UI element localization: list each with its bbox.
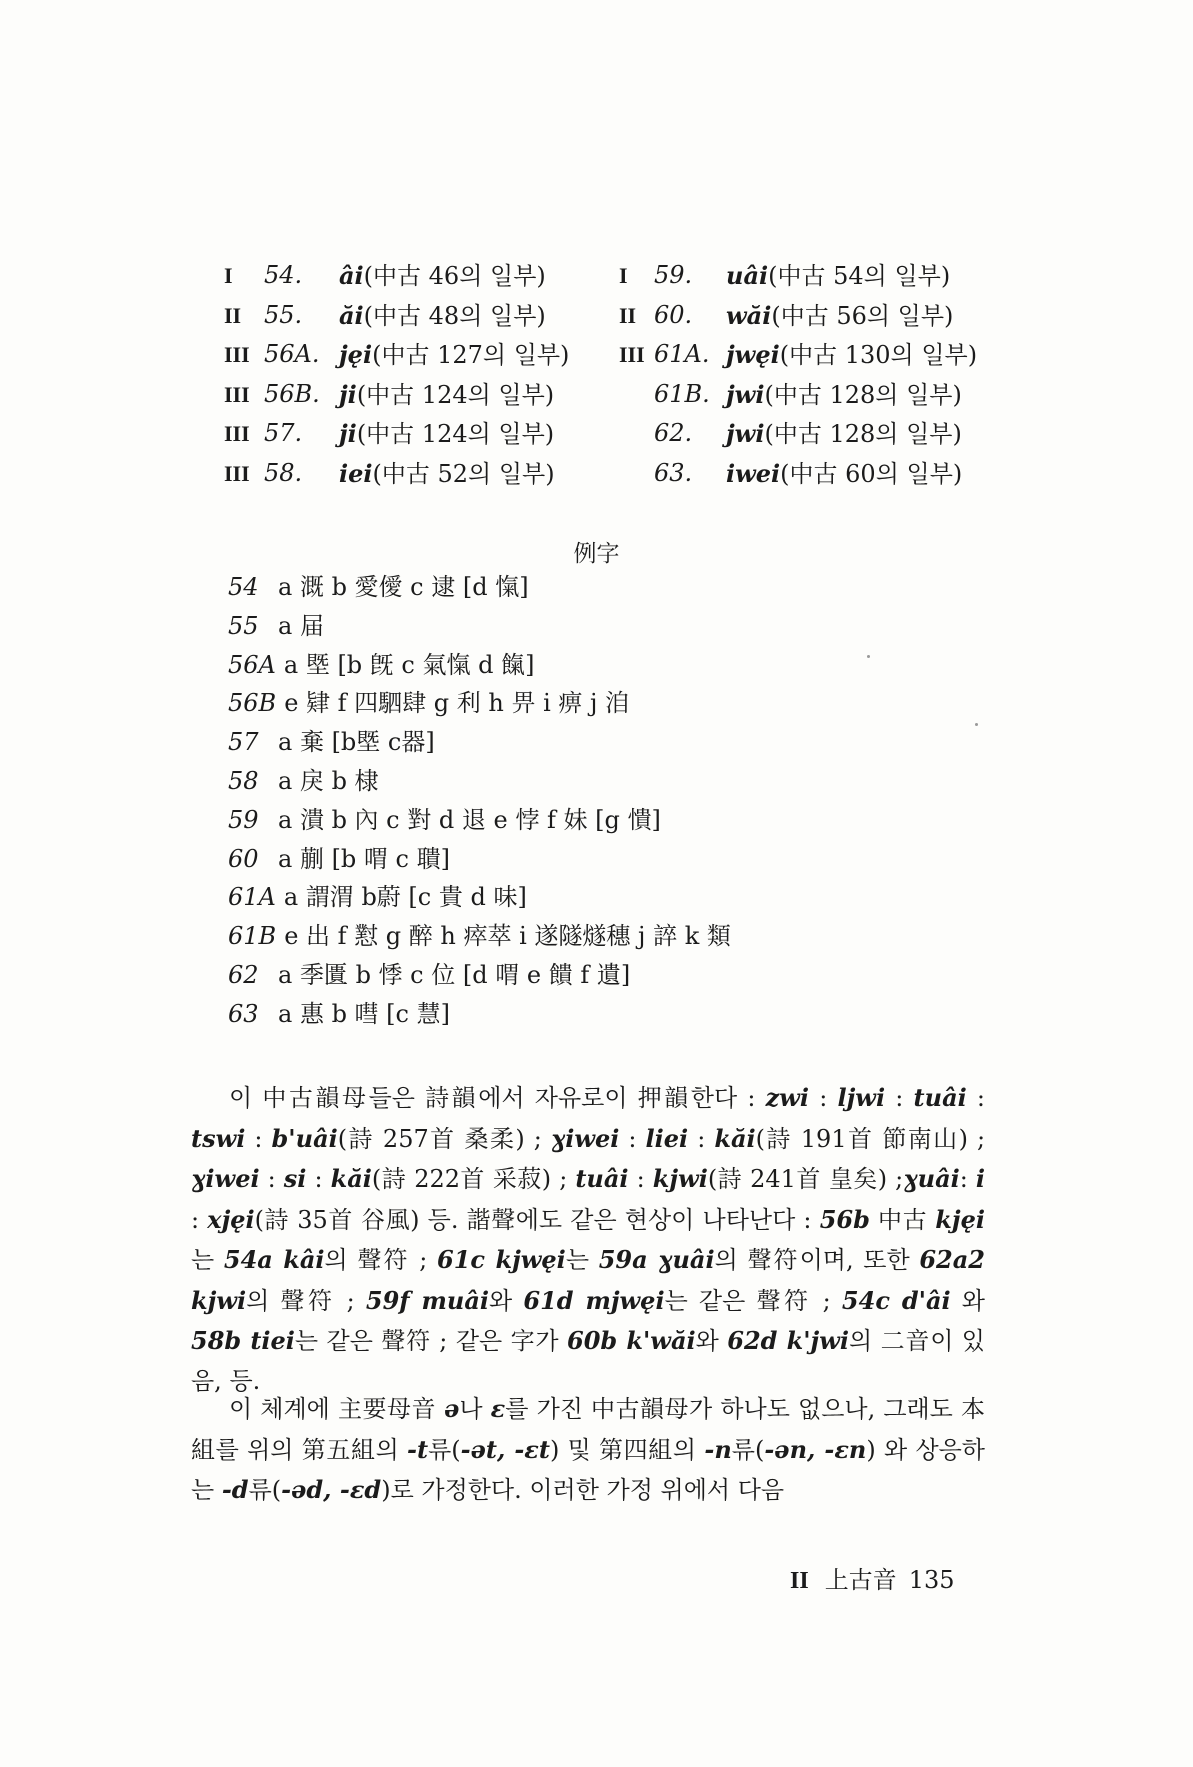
example-chars: a 棄 [b塈 c器] [278, 728, 435, 757]
final-number: 56B. [264, 379, 320, 408]
example-chars: a 謂渭 b蔚 [c 貴 d 味] [283, 883, 527, 912]
final-form: jwi [726, 419, 765, 448]
final-entry [339, 296, 546, 337]
phonetic-form: -ən, -ɛn [764, 1434, 867, 1464]
final-number: 61B. [654, 379, 710, 408]
phonetic-form: kăi [330, 1164, 372, 1193]
text-run: 는 [191, 1246, 224, 1274]
example-chars: a 蒯 [b 喟 c 聵] [278, 844, 450, 873]
final-number: 54. [264, 261, 303, 289]
example-number: 54 [228, 573, 259, 601]
text-run: 이 체계에 主要母音 [229, 1395, 445, 1423]
examples-list [228, 568, 1028, 1034]
phonetic-form: liei [645, 1123, 689, 1153]
final-form: jwi [726, 379, 765, 409]
example-row [228, 723, 1028, 762]
final-number: 62. [654, 419, 693, 447]
final-form: iwei [726, 458, 781, 488]
text-run: 와 [489, 1286, 524, 1315]
phonetic-form: kjęi [935, 1204, 985, 1234]
text-run: 의 聲符이며, 또한 [714, 1246, 920, 1274]
example-row [228, 607, 1028, 646]
final-entry [726, 256, 950, 297]
rank-roman: I [224, 263, 233, 288]
phonetic-form: b'uâi [271, 1123, 338, 1153]
final-form: iei [339, 458, 373, 488]
text-run: : [885, 1084, 914, 1112]
final-form: wăi [726, 300, 772, 330]
text-run: : [245, 1124, 272, 1153]
text-run: 는 [565, 1246, 599, 1274]
text-run: : [619, 1124, 646, 1153]
final-form: ji [339, 379, 357, 409]
page-footer [790, 1560, 955, 1595]
example-number: 63 [228, 999, 259, 1028]
example-row [228, 684, 1028, 723]
phonetic-form: kăi [714, 1123, 756, 1153]
phonetic-form: 54c d'âi [841, 1285, 951, 1315]
example-chars: a 届 [278, 611, 324, 640]
final-note: (中古 127의 일부) [372, 341, 570, 369]
text-run: 中古 [869, 1205, 936, 1234]
rank-roman: III [224, 460, 250, 486]
example-chars: a 溉 b 愛僾 c 逮 [d 愾] [278, 573, 529, 601]
phonetic-form: -t [407, 1434, 429, 1464]
phonetic-form: zwi [765, 1083, 810, 1112]
final-entry [726, 375, 962, 416]
phonetic-form: i [975, 1164, 986, 1193]
example-chars: a 惠 b 嘒 [c 慧] [278, 999, 450, 1028]
scan-speck [975, 723, 978, 726]
example-number: 58 [228, 766, 259, 795]
text-run: 의 二音이 있음, 등. [191, 1327, 985, 1395]
phonetic-form: 60b k'wăi [567, 1326, 696, 1355]
text-run: 류( [731, 1435, 765, 1464]
text-run: : [191, 1205, 208, 1234]
final-entry [726, 335, 977, 376]
text-run: 는 같은 聲符 ; [664, 1286, 842, 1315]
phonetic-form: -ət, -ɛt [460, 1434, 550, 1464]
text-run: )로 가정한다. 이러한 가정 위에서 다음 [381, 1476, 785, 1504]
phonetic-form: 59a ɣuâi [598, 1245, 715, 1274]
text-run: : [628, 1165, 653, 1193]
text-run: (詩 191首 節南山) ; [755, 1124, 986, 1153]
rank-roman: III [224, 381, 250, 407]
finals-table [224, 256, 1024, 493]
final-form: jwęi [726, 340, 780, 369]
final-entry [726, 414, 962, 455]
final-number: 63. [654, 458, 693, 487]
example-number: 60 [228, 844, 259, 873]
final-entry [726, 454, 962, 495]
text-run: 와 [950, 1286, 985, 1315]
final-row [224, 375, 1024, 415]
final-row [224, 454, 1024, 494]
phonetic-form: 61d mjwęi [523, 1285, 665, 1315]
final-note: (中古 52의 일부) [372, 459, 555, 488]
phonetic-form: -n [704, 1434, 732, 1464]
footer-chapter-roman: II [790, 1568, 809, 1594]
paragraph-hypothesis [191, 1389, 985, 1511]
final-row [224, 335, 1024, 375]
example-number: 61A [228, 883, 276, 912]
phonetic-form: ə [444, 1394, 460, 1423]
text-run: ) 와 상응하는 [191, 1435, 985, 1504]
phonetic-form: ljwi [837, 1083, 886, 1112]
phonetic-form: ɣiwei [191, 1164, 260, 1193]
final-row [224, 256, 1024, 296]
final-row [224, 296, 1024, 336]
phonetic-form: -əd, -ɛd [281, 1475, 382, 1504]
text-run: : [259, 1165, 284, 1193]
final-note: (中古 130의 일부) [779, 341, 978, 369]
example-chars: a 季匱 b 悸 c 位 [d 喟 e 饋 f 遺] [278, 960, 631, 989]
text-run: (詩 222首 采菽) ; [371, 1165, 576, 1193]
phonetic-form: 61c kjwęi [437, 1245, 566, 1274]
rank-roman: II [224, 302, 242, 328]
final-entry [339, 375, 554, 416]
text-run: 를 가진 中古韻母가 하나도 없으나, 그래도 本組를 위의 第五組의 [191, 1395, 985, 1464]
example-chars: a 塈 [b 旣 c 氣愾 d 餼] [283, 650, 535, 679]
example-chars: a 潰 b 內 c 對 d 退 e 悖 f 妹 [g 憒] [278, 805, 661, 834]
final-form: jęi [339, 340, 373, 369]
text-run: 류( [428, 1435, 461, 1464]
example-chars: a 戾 b 棣 [278, 766, 379, 795]
rank-roman: III [224, 421, 250, 446]
text-run: 이 中古韻母들은 詩韻에서 자유로이 押韻한다 : [229, 1084, 766, 1112]
text-run: : [966, 1084, 986, 1112]
phonetic-form: 59f muâi [365, 1285, 490, 1315]
phonetic-form: 62d k'jwi [727, 1326, 850, 1355]
rank-roman: II [619, 302, 637, 328]
final-row [224, 414, 1024, 454]
example-number: 62 [228, 960, 259, 989]
final-note: (中古 128의 일부) [764, 420, 962, 448]
text-run: ) 및 第四組의 [549, 1435, 705, 1464]
final-form: âi [339, 261, 364, 290]
example-number: 61B [228, 922, 277, 951]
phonetic-form: ɣuâi [903, 1164, 960, 1193]
example-row [228, 646, 1028, 685]
final-entry [339, 454, 555, 495]
phonetic-form: si [283, 1164, 307, 1193]
example-chars: e 肄 f 四駟肆 g 利 h 畀 i 痹 j 洎 [284, 689, 630, 718]
phonetic-form: 62a2 kjwi [191, 1245, 985, 1315]
final-note: (中古 124의 일부) [356, 380, 555, 409]
phonetic-form: xjęi [207, 1204, 255, 1234]
example-row [228, 995, 1028, 1034]
final-number: 61A. [654, 340, 710, 368]
examples-heading: 例字 [573, 541, 620, 567]
text-run: : [306, 1165, 331, 1193]
text-run: 의 聲符 ; [246, 1286, 366, 1315]
text-run: 류( [248, 1476, 282, 1504]
final-note: (中古 46의 일부) [363, 262, 546, 290]
final-note: (中古 124의 일부) [356, 420, 555, 448]
final-form: ăi [339, 300, 364, 330]
example-number: 56A [228, 650, 276, 679]
text-run: 는 같은 聲符 ; 같은 字가 [294, 1327, 567, 1355]
final-number: 59. [654, 261, 693, 289]
example-row [228, 917, 1028, 956]
text-run: (詩 35首 谷風) 등. 諧聲에도 같은 현상이 나타난다 : [254, 1205, 820, 1234]
footer-chapter-title: 上古音 [824, 1566, 897, 1594]
phonetic-form: -d [221, 1475, 249, 1504]
text-run: (詩 241首 皇矣) ; [707, 1165, 904, 1193]
phonetic-form: kjwi [652, 1164, 708, 1193]
example-chars: e 出 f 懟 g 醉 h 瘁萃 i 遂隧燧穗 j 誶 k 類 [284, 922, 731, 951]
example-row [228, 568, 1028, 607]
final-form: ji [339, 419, 357, 448]
text-run: : [809, 1084, 838, 1112]
final-number: 56A. [264, 340, 320, 368]
rank-roman: III [619, 342, 645, 367]
example-number: 55 [228, 611, 259, 640]
final-note: (中古 48의 일부) [363, 301, 546, 330]
final-entry [339, 414, 554, 455]
phonetic-form: 58b tiei [191, 1326, 295, 1355]
example-row [228, 801, 1028, 840]
example-number: 57 [228, 728, 259, 757]
final-number: 58. [264, 458, 303, 487]
example-number: 59 [228, 805, 259, 834]
paragraph-rhymes [191, 1078, 985, 1401]
example-row [228, 762, 1028, 801]
example-row [228, 956, 1028, 995]
phonetic-form: ɣiwei [550, 1123, 620, 1153]
final-entry [726, 296, 953, 337]
final-number: 55. [264, 300, 303, 329]
final-note: (中古 54의 일부) [768, 262, 951, 290]
final-note: (中古 128의 일부) [764, 380, 962, 409]
text-run: (詩 257首 桑柔) ; [337, 1124, 551, 1153]
scan-speck [867, 655, 870, 658]
phonetic-form: tuâi [575, 1164, 629, 1193]
final-note: (中古 56의 일부) [771, 301, 954, 330]
phonetic-form: 54a kâi [223, 1245, 325, 1274]
final-note: (中古 60의 일부) [780, 459, 963, 488]
rank-roman: III [224, 342, 250, 367]
text-run: : [688, 1124, 715, 1153]
text-run: 와 [695, 1327, 728, 1355]
final-entry [339, 256, 546, 297]
phonetic-form: tuâi [913, 1083, 967, 1112]
final-form: uâi [726, 261, 769, 290]
phonetic-form: 56b [819, 1204, 870, 1234]
phonetic-form: tswi [191, 1123, 246, 1153]
text-run: 의 聲符 ; [324, 1246, 438, 1274]
phonetic-form: ɛ [490, 1394, 506, 1423]
text-run: 나 [459, 1395, 491, 1423]
text-run: : [959, 1165, 976, 1193]
final-entry [339, 335, 569, 376]
example-number: 56B [228, 689, 277, 718]
final-number: 57. [264, 419, 303, 447]
example-row [228, 840, 1028, 879]
final-number: 60. [654, 300, 693, 329]
page-number: 135 [908, 1566, 955, 1594]
rank-roman: I [619, 263, 628, 288]
example-row [228, 878, 1028, 917]
